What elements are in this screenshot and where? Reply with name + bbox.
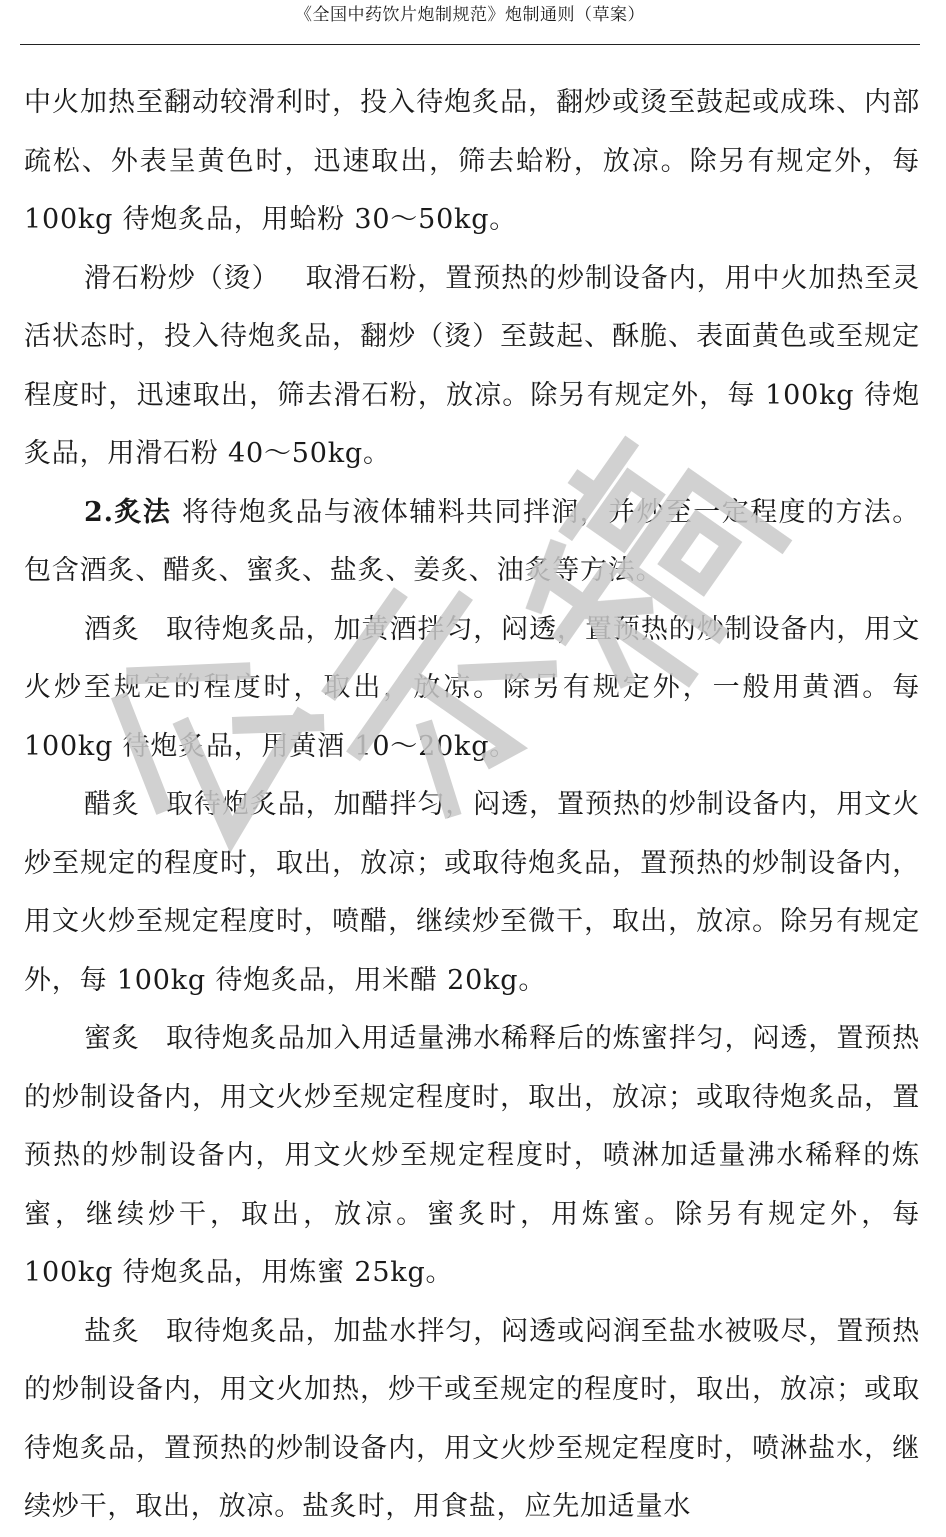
method-term: 醋炙 — [84, 789, 140, 820]
document-body — [24, 74, 920, 1537]
paragraph-wine-zhi — [24, 601, 920, 777]
paragraph-text: 取滑石粉，置预热的炒制设备内，用中火加热至灵活状态时，投入待炮炙品，翻炒（烫）至鼓起、酥脆、表面黄色或至规定程度时，迅速取出，筛去滑石粉，放凉。除另有规定外，每 100kg 待炮炙品，用滑石粉 40～50kg。 — [24, 262, 920, 469]
method-term: 滑石粉炒（烫） — [84, 262, 280, 294]
paragraph-honey-zhi — [24, 1010, 920, 1303]
paragraph-vinegar-zhi — [24, 776, 920, 1010]
paragraph-text: 取待炮炙品，加盐水拌匀，闷透或闷润至盐水被吸尽，置预热的炒制设备内，用文火加热，炒干或至规定的程度时，取出，放凉；或取待炮炙品，置预热的炒制设备内，用文火炒至规定程度时，喷淋盐水，继续炒干，取出，放凉。盐炙时，用食盐，应先加适量水 — [24, 1315, 920, 1522]
method-term: 盐炙 — [84, 1315, 140, 1347]
paragraph-text: 将待炮炙品与液体辅料共同拌润，并炒至一定程度的方法。包含酒炙、醋炙、蜜炙、盐炙、姜炙、油炙等方法。 — [24, 496, 920, 586]
paragraph-talc-powder-frying — [24, 250, 920, 484]
paragraph-clam-powder-continued — [24, 74, 920, 250]
section-number: 2. — [84, 496, 114, 528]
header-title: 《全国中药饮片炮制规范》炮制通则（草案） — [295, 5, 645, 25]
method-term: 蜜炙 — [84, 1023, 140, 1054]
method-term: 酒炙 — [84, 613, 140, 645]
section-title: 炙法 — [113, 496, 172, 528]
paragraph-text: 取待炮炙品加入用适量沸水稀释后的炼蜜拌匀，闷透，置预热的炒制设备内，用文火炒至规定程度时，取出，放凉；或取待炮炙品，置预热的炒制设备内，用文火炒至规定程度时，喷淋加适量沸水稀释的炼蜜，继续炒干，取出，放凉。蜜炙时，用炼蜜。除另有规定外，每 100kg 待炮炙品，用炼蜜 25kg。 — [24, 1023, 920, 1288]
page-header — [20, 0, 920, 45]
paragraph-text: 取待炮炙品，加黄酒拌匀，闷透，置预热的炒制设备内，用文火炒至规定的程度时，取出，放凉。除另有规定外，一般用黄酒。每 100kg 待炮炙品，用黄酒 10～20kg。 — [24, 613, 920, 762]
paragraph-text: 中火加热至翻动较滑利时，投入待炮炙品，翻炒或烫至鼓起或成珠、内部疏松、外表呈黄色时，迅速取出，筛去蛤粉，放凉。除另有规定外，每 100kg 待炮炙品，用蛤粉 30～50kg。 — [24, 87, 920, 235]
paragraph-text: 取待炮炙品，加醋拌匀，闷透，置预热的炒制设备内，用文火炒至规定的程度时，取出，放凉；或取待炮炙品，置预热的炒制设备内，用文火炒至规定程度时，喷醋，继续炒至微干，取出，放凉。除另有规定外，每 100kg 待炮炙品，用米醋 20kg。 — [24, 789, 920, 996]
paragraph-salt-zhi — [24, 1303, 920, 1537]
paragraph-section-2-zhi-method — [24, 484, 920, 601]
